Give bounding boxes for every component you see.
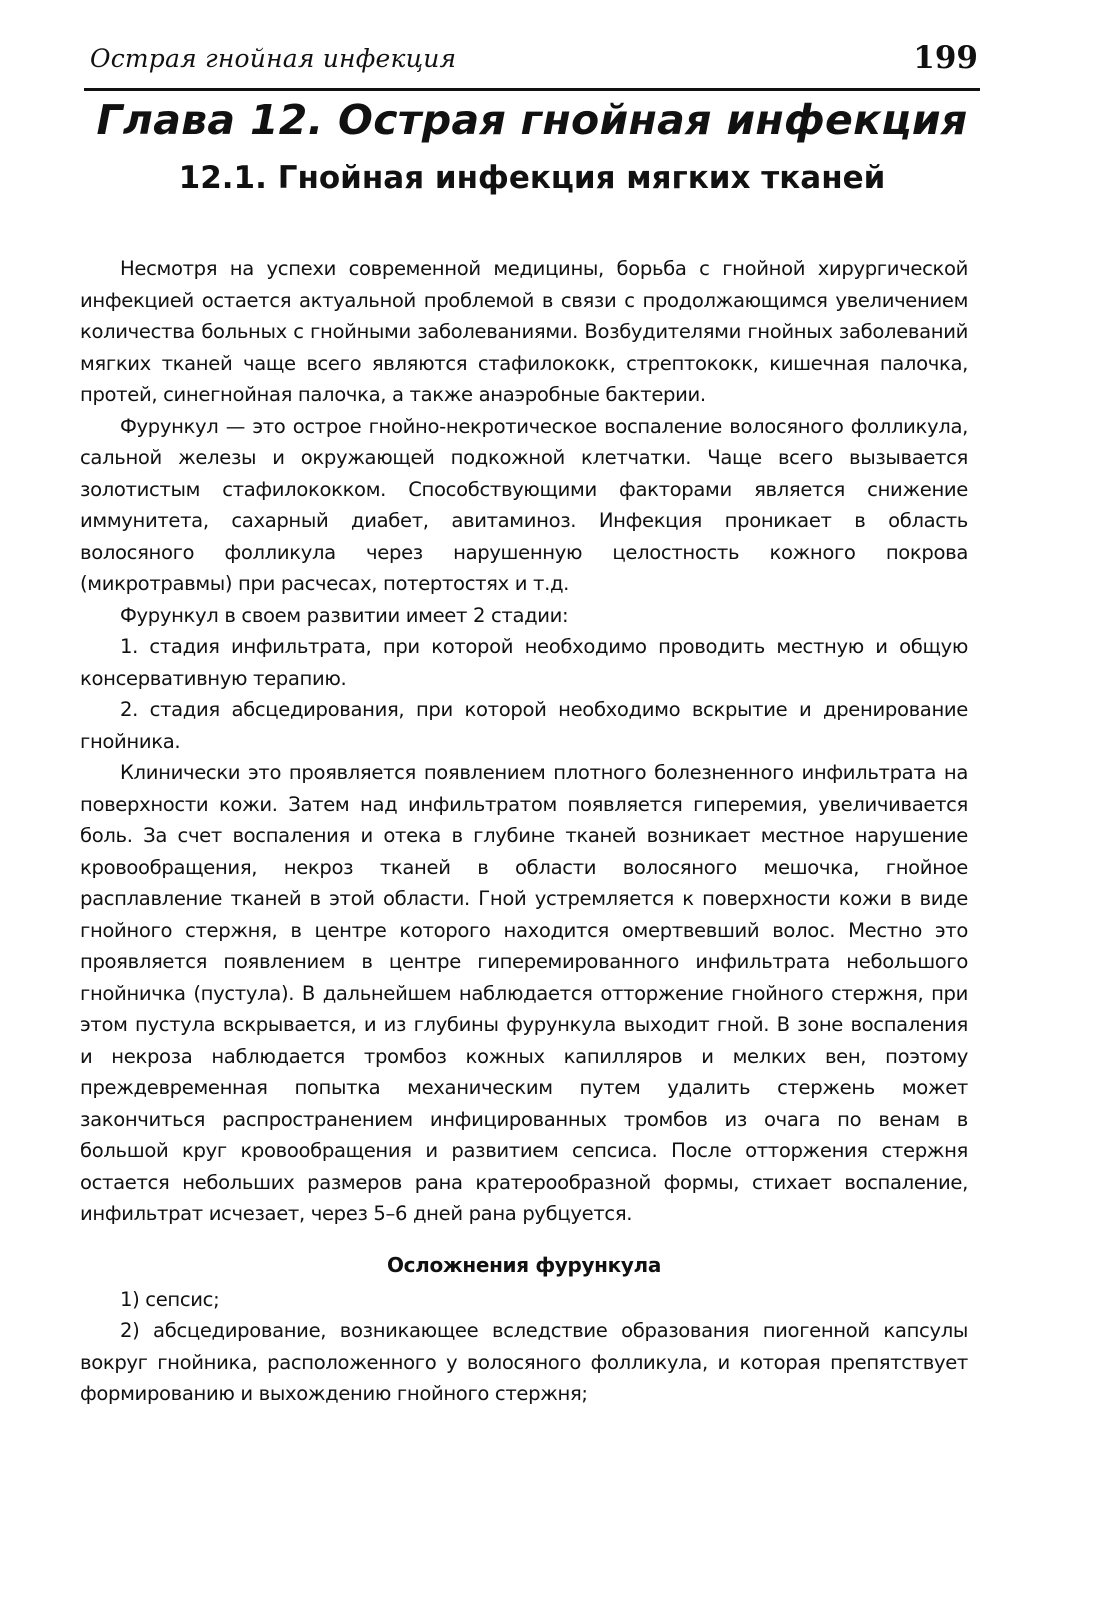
running-header: [84, 40, 980, 91]
chapter-title: Глава 12. Острая гнойная инфекция: [96, 96, 968, 144]
stage-item-2: 2. стадия абсцедирования, при которой необходимо вскрытие и дренирование гнойника.: [80, 698, 968, 753]
paragraph-clinical: Клинически это проявляется появлением плотного болезненного инфильтрата на поверхности кожи. Затем над инфильтратом появляется гиперемия, увеличивается боль. За счет воспаления и отека в глубине тканей возникает местное нарушение кровообращения, некроз тканей в области волосяного мешочка, гнойное расплавление тканей в этой области. Гной устремляется к поверхности кожи в виде гнойного стержня, в центре которого находится омертвевший волос. Местно это проявляется появлением в центре гиперемированного инфильтрата небольшого гнойничка (пустула). В дальнейшем наблюдается отторжение гнойного стержня, при этом пустула вскрывается, и из глубины фурункула выходит гной. В зоне воспаления и некроза наблюдается тромбоз кожных капилляров и мелких вен, поэтому преждевременная попытка механическим путем удалить стержень может закончиться распространением инфицированных тромбов из очага по венам в большой круг кровообращения и развитием сепсиса. После отторжения стержня остается небольших размеров рана кратерообразной формы, стихает воспаление, инфильтрат исчезает, через 5–6 дней рана рубцуется.: [80, 761, 968, 1225]
complication-item-1: 1) сепсис;: [120, 1287, 220, 1311]
paragraph-stages-intro: Фурункул в своем развитии имеет 2 стадии:: [120, 603, 569, 627]
running-title: Острая гнойная инфекция: [90, 44, 457, 73]
body-text: [80, 253, 968, 1410]
stage-item-1: 1. стадия инфильтрата, при которой необходимо проводить местную и общую консервативную терапию.: [80, 635, 968, 690]
paragraph-intro: Несмотря на успехи современной медицины, борьба с гнойной хирургической инфекцией остается актуальной проблемой в связи с продолжающимся увеличением количества больных с гнойными заболеваниями. Возбудителями гнойных заболеваний мягких тканей чаще всего являются стафилококк, стрептококк, кишечная палочка, протей, синегнойная палочка, а также анаэробные бактерии.: [80, 257, 968, 406]
complications-heading: Осложнения фурункула: [387, 1252, 661, 1277]
paragraph-furuncle-definition: Фурункул — это острое гнойно-некротическое воспаление волосяного фолликула, сальной железы и окружающей подкожной клетчатки. Чаще всего вызывается золотистым стафилококком. Способствующими факторами является снижение иммунитета, сахарный диабет, авитаминоз. Инфекция проникает в область волосяного фолликула через нарушенную целостность кожного покрова (микротравмы) при расчесах, потертостях и т.д.: [80, 414, 968, 595]
page-number: 199: [913, 40, 978, 76]
complication-item-2: 2) абсцедирование, возникающее вследствие образования пиогенной капсулы вокруг гнойника, расположенного у волосяного фолликула, и которая препятствует формированию и выхождению гнойного стержня;: [80, 1319, 968, 1405]
section-title: 12.1. Гнойная инфекция мягких тканей: [178, 160, 886, 196]
